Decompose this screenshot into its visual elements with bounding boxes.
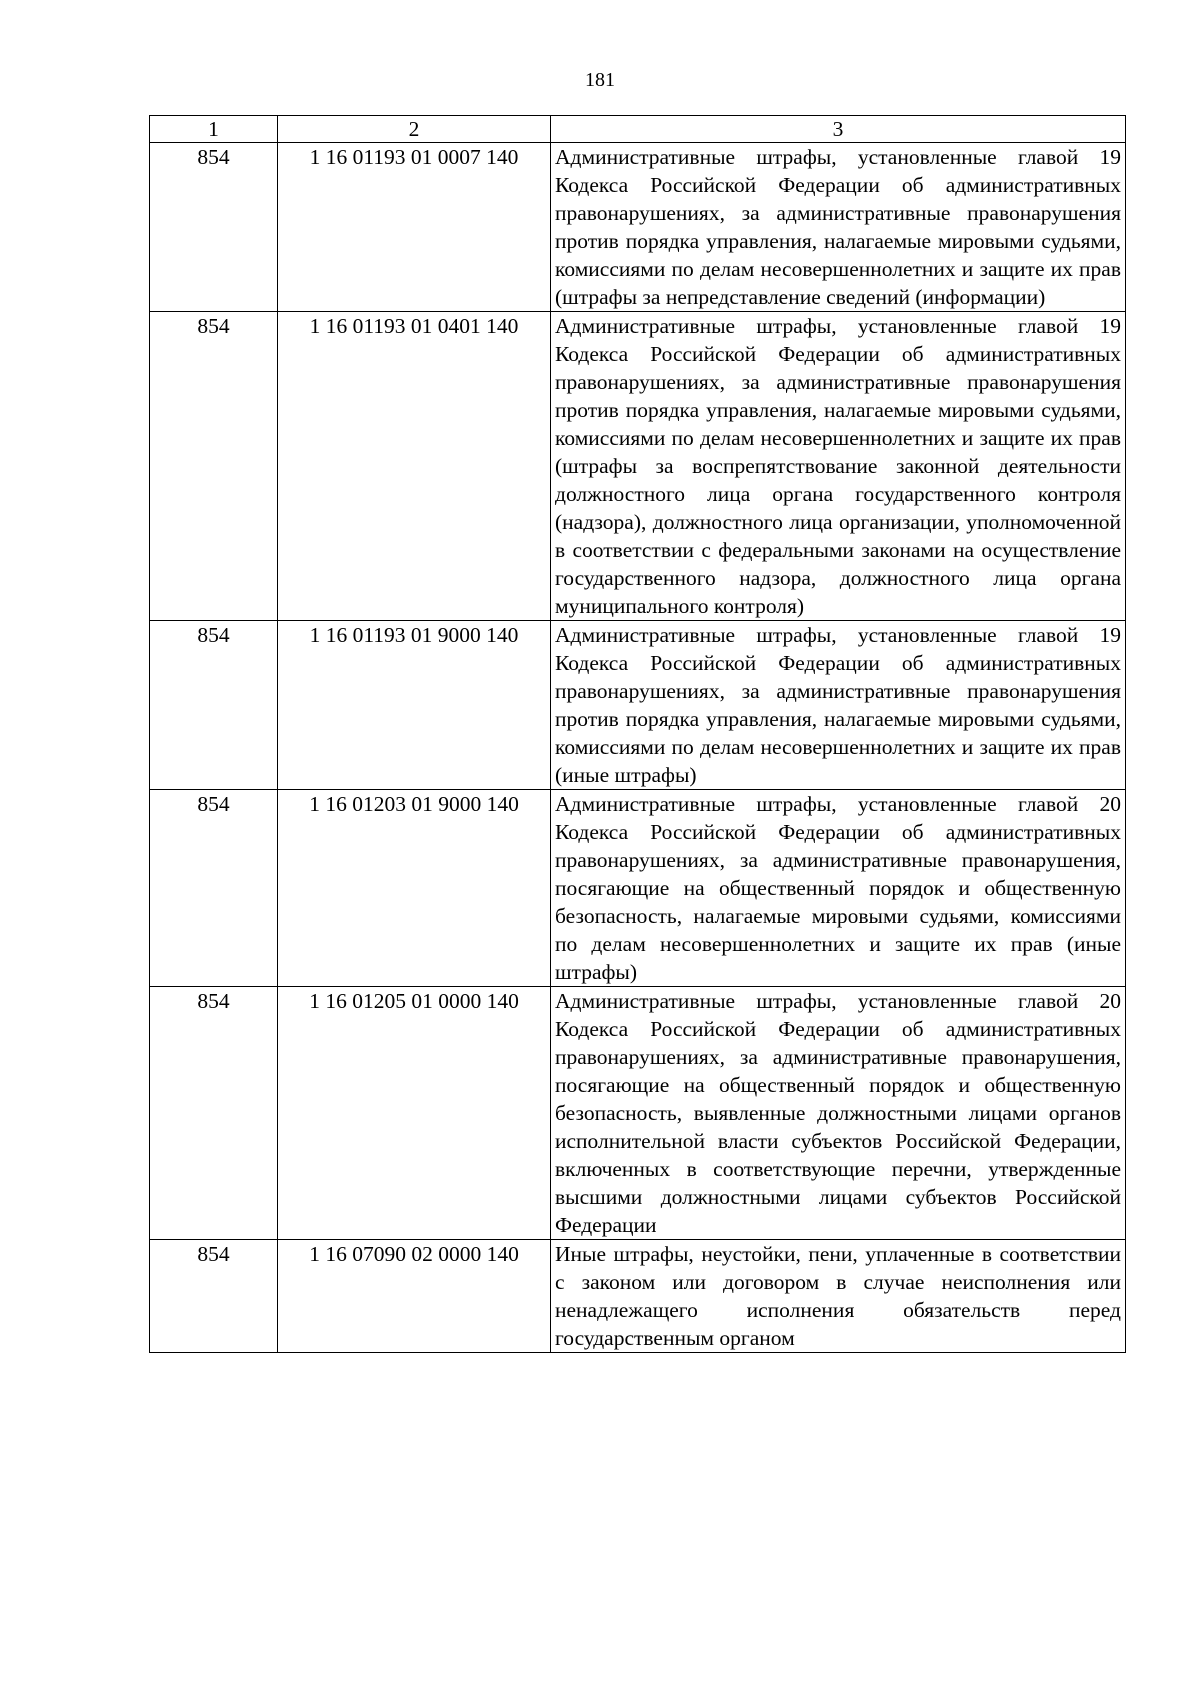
table-row [150, 312, 1126, 621]
admin-code-cell: 854 [150, 790, 278, 987]
description-cell: Административные штрафы, установленные главой 19 Кодекса Российской Федерации об административных правонарушениях, за административные правонарушения против порядка управления, налагаемые мировыми судьями, комиссиями по делам несовершеннолетних и защите их прав (штрафы за воспрепятствование законной деятельности должностного лица органа государственного контроля (надзора), должностного лица организации, уполномоченной в соответствии с федеральными законами на осуществление государственного надзора, должностного лица органа муниципального контроля) [551, 312, 1126, 621]
page-number: 181 [585, 69, 615, 91]
description-cell: Иные штрафы, неустойки, пени, уплаченные в соответствии с законом или договором в случае неисполнения или ненадлежащего исполнения обязательств перед государственным органом [551, 1240, 1126, 1353]
admin-code-cell: 854 [150, 621, 278, 790]
budget-code-cell: 1 16 01193 01 0401 140 [278, 312, 551, 621]
budget-codes-table [149, 115, 1126, 1353]
table-row [150, 987, 1126, 1240]
description-cell: Административные штрафы, установленные главой 19 Кодекса Российской Федерации об административных правонарушениях, за административные правонарушения против порядка управления, налагаемые мировыми судьями, комиссиями по делам несовершеннолетних и защите их прав (иные штрафы) [551, 621, 1126, 790]
column-header-2: 2 [278, 116, 551, 143]
admin-code-cell: 854 [150, 987, 278, 1240]
description-cell: Административные штрафы, установленные главой 20 Кодекса Российской Федерации об административных правонарушениях, за административные правонарушения, посягающие на общественный порядок и общественную безопасность, выявленные должностными лицами органов исполнительной власти субъектов Российской Федерации, включенных в соответствующие перечни, утвержденные высшими должностными лицами субъектов Российской Федерации [551, 987, 1126, 1240]
table-row [150, 143, 1126, 312]
admin-code-cell: 854 [150, 143, 278, 312]
admin-code-cell: 854 [150, 1240, 278, 1353]
table-row [150, 790, 1126, 987]
column-header-1: 1 [150, 116, 278, 143]
table-row [150, 1240, 1126, 1353]
budget-code-cell: 1 16 01193 01 9000 140 [278, 621, 551, 790]
table-row [150, 621, 1126, 790]
budget-code-cell: 1 16 01193 01 0007 140 [278, 143, 551, 312]
budget-code-cell: 1 16 01205 01 0000 140 [278, 987, 551, 1240]
budget-code-cell: 1 16 01203 01 9000 140 [278, 790, 551, 987]
admin-code-cell: 854 [150, 312, 278, 621]
budget-code-cell: 1 16 07090 02 0000 140 [278, 1240, 551, 1353]
description-cell: Административные штрафы, установленные главой 20 Кодекса Российской Федерации об административных правонарушениях, за административные правонарушения, посягающие на общественный порядок и общественную безопасность, налагаемые мировыми судьями, комиссиями по делам несовершеннолетних и защите их прав (иные штрафы) [551, 790, 1126, 987]
description-cell: Административные штрафы, установленные главой 19 Кодекса Российской Федерации об административных правонарушениях, за административные правонарушения против порядка управления, налагаемые мировыми судьями, комиссиями по делам несовершеннолетних и защите их прав (штрафы за непредставление сведений (информации) [551, 143, 1126, 312]
column-header-3: 3 [551, 116, 1126, 143]
table-header-row [150, 116, 1126, 143]
